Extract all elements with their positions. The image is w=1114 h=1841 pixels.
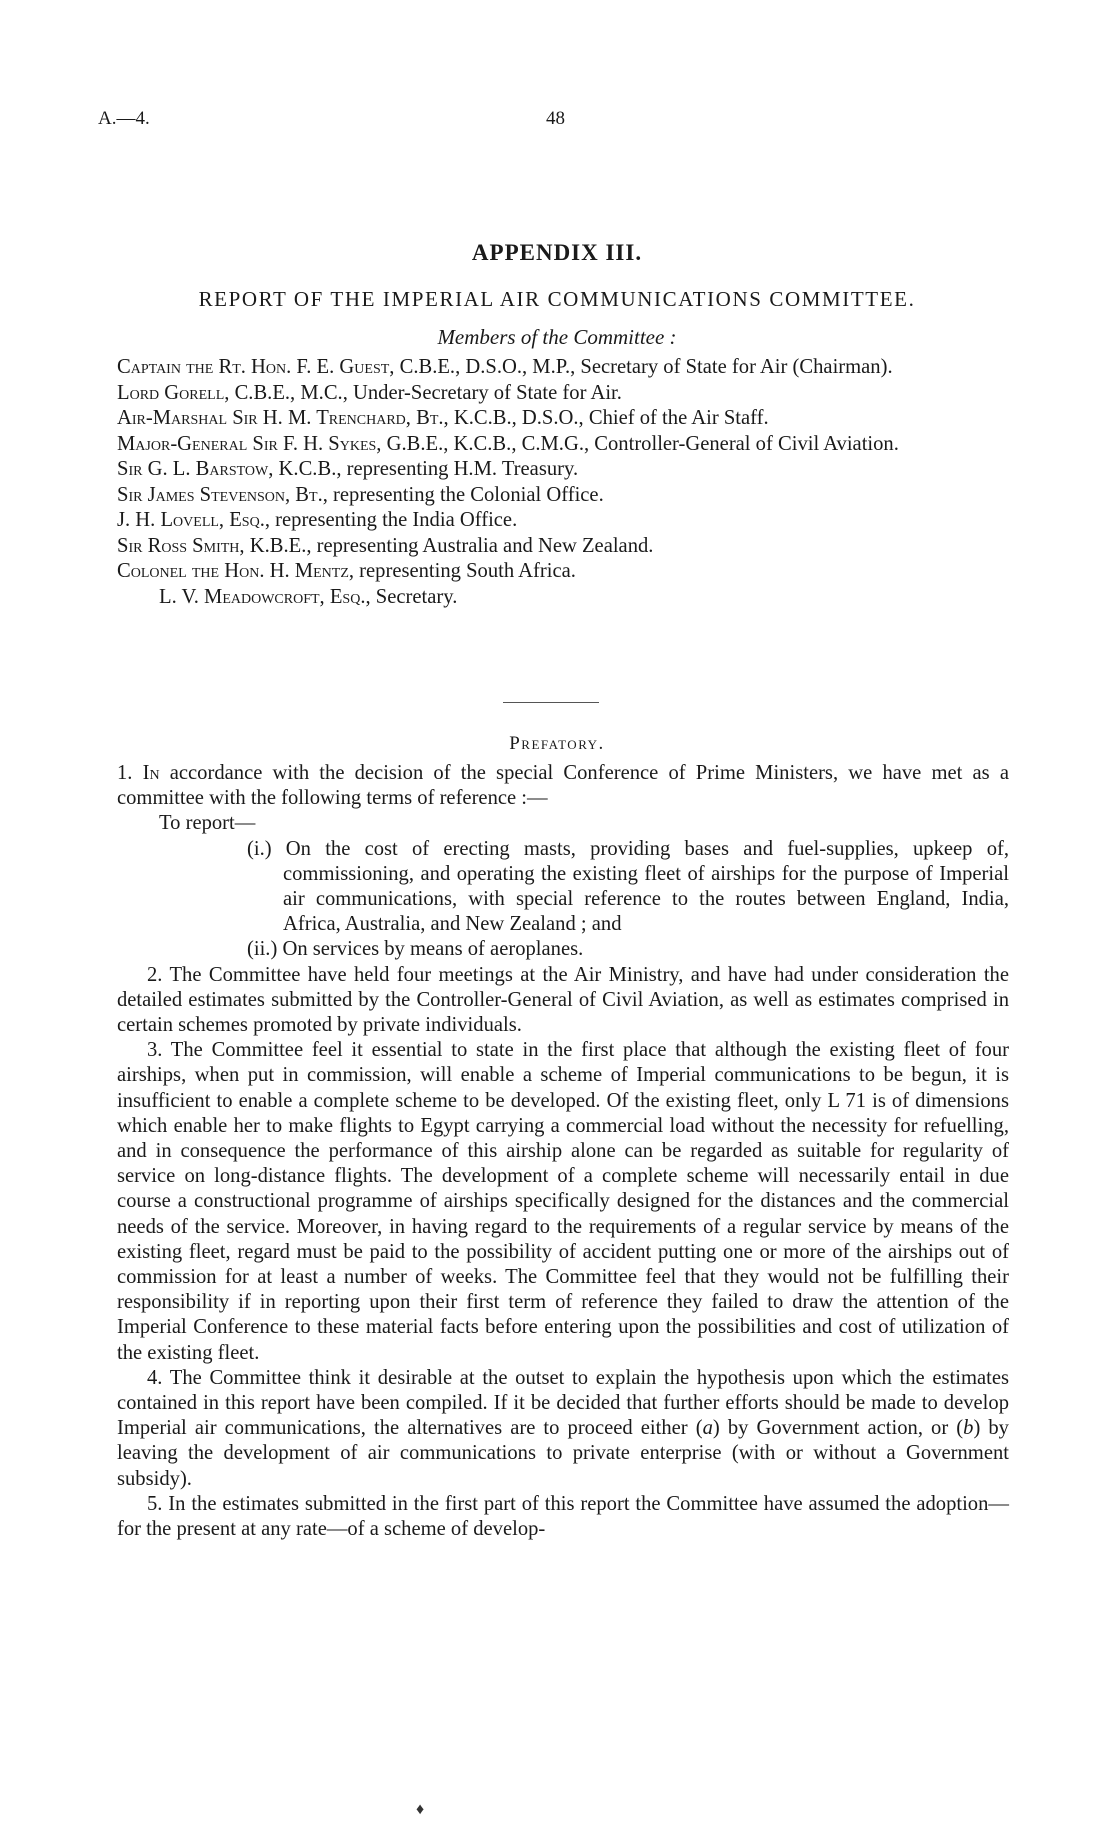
paragraph-lead-word: In: [142, 762, 160, 784]
member-detail: , K.B.E., representing Australia and New Zealand.: [239, 534, 654, 557]
member-entry: [117, 381, 1009, 407]
member-name: Colonel the Hon. H. Mentz: [117, 560, 349, 582]
member-name: Sir G. L. Barstow: [117, 458, 269, 480]
to-report-label: To report—: [159, 812, 256, 835]
member-entry: [117, 483, 1009, 509]
secretary-entry: [117, 585, 1009, 611]
member-detail: , K.C.B., D.S.O., Chief of the Air Staff.: [443, 407, 769, 429]
paragraph-text: ) by leaving the development of air communications to private enterprise (with or without a Government subsidy).: [117, 1417, 1009, 1490]
member-detail: , representing South Africa.: [348, 560, 576, 582]
report-body: [117, 761, 1009, 1542]
paragraph-5: 5. In the estimates submitted in the first part of this report the Committee have assumed the adoption—for the present at any rate—of a scheme of develop-: [117, 1492, 1009, 1541]
member-detail: , C.B.E., M.C., Under-Secretary of State for Air.: [224, 381, 622, 404]
member-name: Sir Ross Smith: [117, 534, 240, 557]
member-detail: , representing the Colonial Office.: [322, 483, 604, 506]
section-title: Prefatory.: [509, 733, 605, 754]
page-number: 48: [546, 108, 565, 129]
alternative-letter: b: [963, 1417, 974, 1440]
document-reference: A.—4.: [98, 108, 150, 129]
member-entry: [117, 406, 1009, 432]
member-name: J. H. Lovell, Esq.: [117, 509, 265, 531]
paragraph-text: accordance with the decision of the special Conference of Prime Ministers, we have met as a committee with the following terms of reference :—: [117, 762, 1009, 810]
secretary-name: L. V. Meadowcroft, Esq.: [159, 585, 366, 608]
reference-item: (ii.) On services by means of aeroplanes.: [247, 938, 584, 961]
member-entry: [117, 559, 1009, 585]
member-entry: [117, 355, 1009, 381]
member-entry: [117, 432, 1009, 458]
paragraph-text: ) by Government action, or (: [712, 1417, 964, 1440]
report-title: REPORT OF THE IMPERIAL AIR COMMUNICATIONS COMMITTEE.: [198, 287, 916, 311]
member-detail: , K.C.B., representing H.M. Treasury.: [268, 458, 579, 480]
member-name: Air-Marshal Sir H. M. Trenchard, Bt.: [117, 407, 444, 429]
member-name: Lord Gorell: [117, 381, 225, 404]
paragraph-4: [117, 1366, 1009, 1492]
member-name: Major-General Sir F. H. Sykes: [117, 432, 377, 455]
footer-ornament: ♦: [416, 1801, 425, 1818]
appendix-title: APPENDIX III.: [471, 240, 643, 265]
paragraph-1: [117, 761, 1009, 811]
paragraph-text: 4. The Committee think it desirable at the outset to explain the hypothesis upon which the estimates contained in this report have been compiled. If it be decided that further efforts should be made to develop Imperial air communications, the alternatives are to proceed either (: [117, 1366, 1009, 1440]
members-heading: Members of the Committee :: [437, 325, 677, 349]
member-entry: [117, 534, 1009, 560]
member-detail: , representing the India Office.: [264, 509, 518, 531]
secretary-detail: , Secretary.: [365, 585, 458, 608]
section-divider: [503, 702, 599, 703]
paragraph-3: 3. The Committee feel it essential to state in the first place that although the existing fleet of four airships, when put in commission, will enable a scheme of Imperial communications to be begun, it is insufficient to enable a complete scheme to be developed. Of the existing fleet, only L 71 is of dimensions which enable her to make flights to Egypt carrying a commercial load without the necessity for refuelling, and in consequence the performance of this airship alone can be regarded as suitable for regularity of service on long-distance flights. The development of a complete scheme will necessarily entail in due course a constructional programme of airships specifically designed for the distances and the commercial needs of the service. Moreover, in having regard to the requirements of a regular service by means of the existing fleet, regard must be paid to the possibility of accident putting one or more of the airships out of commission for at least a number of weeks. The Committee feel that they would not be fulfilling their responsibility if in reporting upon their first term of reference they failed to draw the attention of the Imperial Conference to these material facts before entering upon the possibilities and cost of utilization of the existing fleet.: [117, 1039, 1009, 1364]
paragraph-number: 1.: [117, 762, 133, 784]
member-detail: , C.B.E., D.S.O., M.P., Secretary of State for Air (Chairman).: [389, 356, 893, 378]
member-name: Captain the Rt. Hon. F. E. Guest: [117, 356, 390, 378]
member-entry: [117, 508, 1009, 534]
member-detail: , G.B.E., K.C.B., C.M.G., Controller-General of Civil Aviation.: [376, 432, 899, 455]
alternative-letter: a: [702, 1417, 713, 1440]
member-name: Sir James Stevenson, Bt.: [117, 483, 323, 506]
paragraph-2: 2. The Committee have held four meetings at the Air Ministry, and have had under consideration the detailed estimates submitted by the Controller-General of Civil Aviation, as well as estimates comprised in certain schemes promoted by private individuals.: [117, 963, 1009, 1037]
member-entry: [117, 457, 1009, 483]
reference-item: (i.) On the cost of erecting masts, providing bases and fuel-supplies, upkeep of, commissioning, and operating the existing fleet of airships for the purpose of Imperial air communications, with special reference to the routes between England, India, Africa, Australia, and New Zealand ; and: [247, 837, 1009, 936]
members-list: [117, 355, 1009, 610]
